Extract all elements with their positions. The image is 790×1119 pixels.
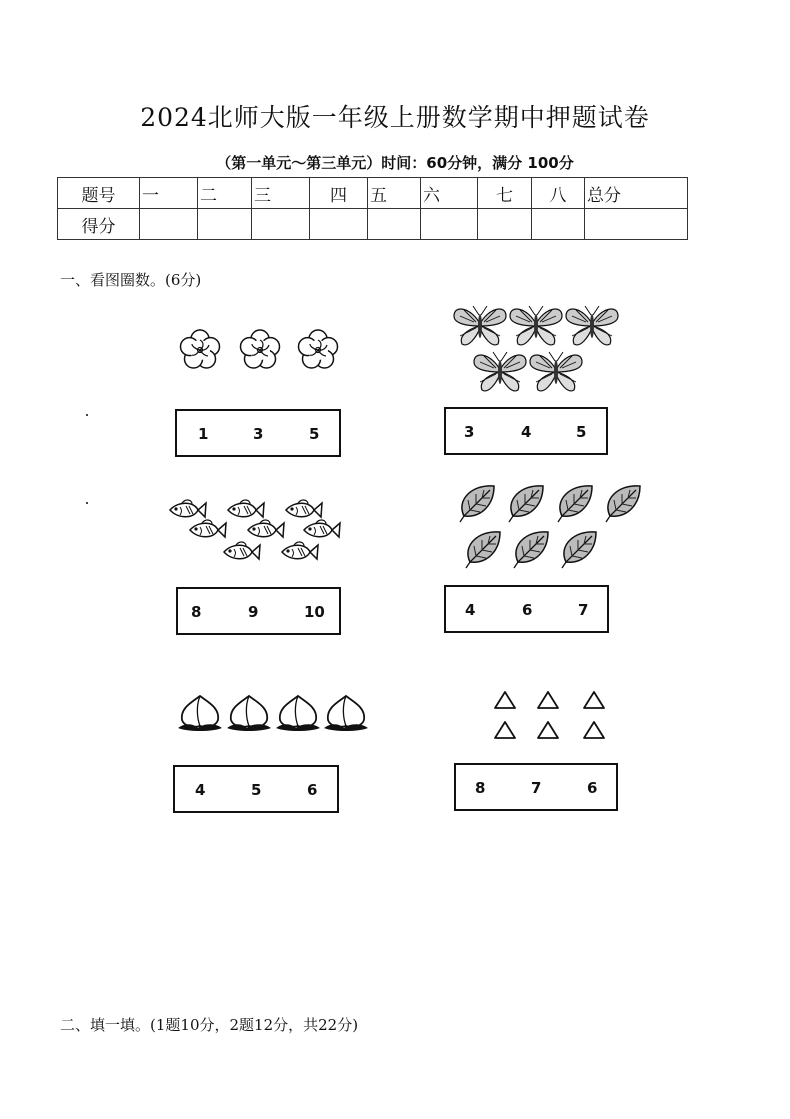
- option[interactable]: 3: [464, 423, 475, 441]
- butterfly-icon: [566, 306, 618, 345]
- option[interactable]: 6: [522, 601, 533, 619]
- score-label: 得分: [58, 209, 140, 240]
- triangle-icon: [584, 722, 604, 738]
- flower-icon: [241, 330, 280, 368]
- option[interactable]: 9: [248, 603, 259, 621]
- mark-dot: [86, 414, 88, 416]
- score-cell[interactable]: [198, 209, 252, 240]
- leaf-icon: [460, 486, 494, 522]
- header-cell: 六: [421, 178, 478, 209]
- score-cell[interactable]: [585, 209, 688, 240]
- option[interactable]: 5: [576, 423, 587, 441]
- fish-icon: [286, 500, 322, 517]
- answer-box-3: [176, 587, 341, 635]
- mark-dot: [86, 502, 88, 504]
- option[interactable]: 1: [198, 425, 209, 443]
- option[interactable]: 6: [307, 781, 318, 799]
- option[interactable]: 5: [251, 781, 262, 799]
- section-1-heading: 一、看图圈数。(6分): [60, 271, 202, 289]
- table-row: [58, 178, 688, 209]
- peach-group: [174, 692, 374, 740]
- leaf-icon: [509, 486, 543, 522]
- peach-icon: [324, 696, 368, 731]
- leaf-group: [452, 478, 652, 570]
- flower-group: [160, 320, 360, 380]
- header-cell: 一: [140, 178, 198, 209]
- leaf-icon: [466, 532, 500, 568]
- header-label: 题号: [58, 178, 140, 209]
- option[interactable]: 4: [465, 601, 476, 619]
- triangle-group: [480, 684, 620, 744]
- triangle-icon: [538, 722, 558, 738]
- butterfly-icon: [510, 306, 562, 345]
- flower-icon: [181, 330, 220, 368]
- butterfly-group: [446, 298, 646, 398]
- header-cell: 三: [252, 178, 310, 209]
- fish-icon: [190, 520, 226, 537]
- leaf-icon: [558, 486, 592, 522]
- score-cell[interactable]: [478, 209, 532, 240]
- option[interactable]: 8: [191, 603, 202, 621]
- flower-icon: [299, 330, 338, 368]
- score-cell[interactable]: [532, 209, 585, 240]
- option[interactable]: 7: [578, 601, 589, 619]
- fish-icon: [282, 542, 318, 559]
- triangle-icon: [538, 692, 558, 708]
- option[interactable]: 4: [195, 781, 206, 799]
- answer-box-6: [454, 763, 618, 811]
- header-cell: 总分: [585, 178, 688, 209]
- answer-box-4: [444, 585, 609, 633]
- exam-info: （第一单元～第三单元）时间：60分钟，满分 100分: [216, 154, 574, 172]
- option[interactable]: 5: [309, 425, 320, 443]
- header-cell: 五: [368, 178, 421, 209]
- leaf-icon: [562, 532, 596, 568]
- answer-box-1: [175, 409, 341, 457]
- leaf-icon: [606, 486, 640, 522]
- fish-icon: [228, 500, 264, 517]
- triangle-icon: [495, 722, 515, 738]
- option[interactable]: 8: [475, 779, 486, 797]
- header-cell: 二: [198, 178, 252, 209]
- table-row: [58, 209, 688, 240]
- triangle-icon: [495, 692, 515, 708]
- score-cell[interactable]: [252, 209, 310, 240]
- score-cell[interactable]: [368, 209, 421, 240]
- section-2-heading: 二、填一填。(1题10分，2题12分，共22分): [60, 1016, 359, 1034]
- fish-icon: [248, 520, 284, 537]
- option[interactable]: 6: [587, 779, 598, 797]
- header-cell: 四: [310, 178, 368, 209]
- score-cell[interactable]: [310, 209, 368, 240]
- option[interactable]: 10: [304, 603, 325, 621]
- leaf-icon: [514, 532, 548, 568]
- butterfly-icon: [530, 352, 582, 391]
- header-cell: 七: [478, 178, 532, 209]
- option[interactable]: 4: [521, 423, 532, 441]
- answer-box-2: [444, 407, 608, 455]
- peach-icon: [178, 696, 222, 731]
- fish-icon: [304, 520, 340, 537]
- score-cell[interactable]: [140, 209, 198, 240]
- header-cell: 八: [532, 178, 585, 209]
- score-table: [57, 177, 688, 240]
- fish-group: [160, 496, 360, 568]
- butterfly-icon: [454, 306, 506, 345]
- option[interactable]: 3: [253, 425, 264, 443]
- peach-icon: [276, 696, 320, 731]
- triangle-icon: [584, 692, 604, 708]
- fish-icon: [170, 500, 206, 517]
- peach-icon: [227, 696, 271, 731]
- score-cell[interactable]: [421, 209, 478, 240]
- page-title: 2024北师大版一年级上册数学期中押题试卷: [140, 103, 650, 132]
- answer-box-5: [173, 765, 339, 813]
- option[interactable]: 7: [531, 779, 542, 797]
- butterfly-icon: [474, 352, 526, 391]
- fish-icon: [224, 542, 260, 559]
